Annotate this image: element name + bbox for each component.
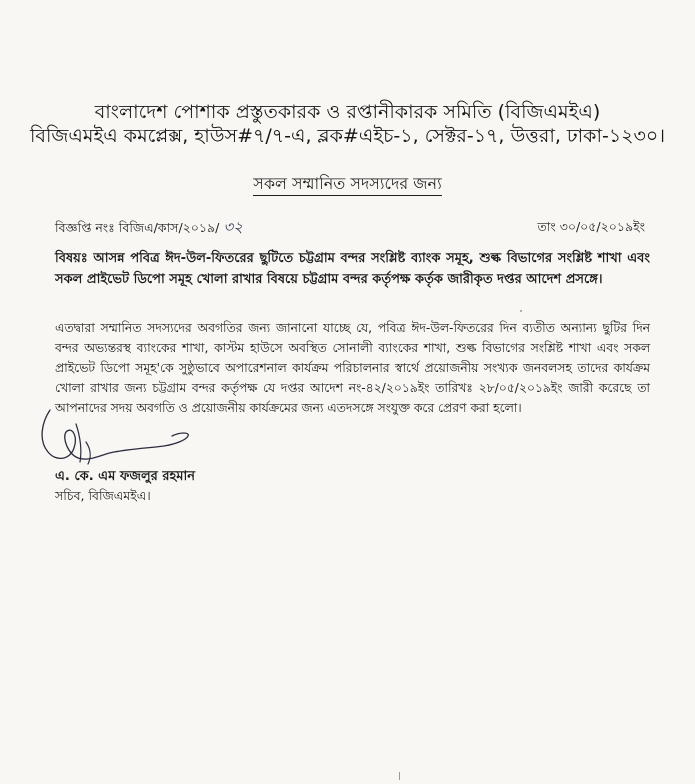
body-paragraph: এতদ্বারা সম্মানিত সদস্যদের অবগতির জন্য জানানো যাচ্ছে যে, পবিত্র ঈদ-উল-ফিতরের দিন ব্যতীত অন্যান্য ছুটির দিন বন্দর অভ্যন্তরস্থ ব্যাংকের শাখা, কাস্টম হাউসে অবস্থিত সোনালী ব্যাংকের শাখা, শুল্ক বিভাগের সংশ্লিষ্ট শাখা এবং সকল প্রাইভেট ডিপো সমূহ'কে সুষ্ঠুভাবে অপারেশনাল কার্যক্রম পরিচালনার স্বার্থে প্রয়োজনীয় সংখ্যক জনবলসহ তাদের কার্যক্রম খোলা রাখার জন্য চট্টগ্রাম বন্দর কর্তৃপক্ষ যে দপ্তর আদেশ নং-৪২/২০১৯ইং তারিখঃ ২৮/০৫/২০১৯ইং জারী করেছে তা আপনাদের সদয় অবগতি ও প্রয়োজনীয় কার্যক্রমের জন্য এতদসঙ্গে সংযুক্ত করে প্রেরণ করা হলো। bbox=[55, 321, 650, 415]
signatory-title: সচিব, বিজিএমইএ। bbox=[55, 488, 151, 503]
paper-speck bbox=[399, 772, 400, 780]
organization-address: বিজিএমইএ কমপ্লেক্স, হাউস#৭/৭-এ, ব্লক#এইচ-১, সেক্টর-১৭, উত্তরা, ঢাকা-১২৩০। bbox=[29, 125, 666, 147]
notice-number-label: বিজ্ঞপ্তি নংঃ বিজিএ/কাস/২০১৯/ bbox=[55, 220, 220, 235]
organization-name: বাংলাদেশ পোশাক প্রস্তুতকারক ও রপ্তানীকারক সমিতি (বিজিএমইএ) bbox=[94, 101, 601, 123]
paper-speck bbox=[520, 310, 522, 312]
audience-heading bbox=[0, 174, 695, 194]
notice-date: তাং ৩০/০৫/২০১৯ইং bbox=[537, 219, 645, 234]
audience-heading-text: সকল সম্মানিত সদস্যদের জন্য bbox=[253, 174, 442, 196]
notice-number bbox=[55, 219, 243, 236]
notice-number-handwritten: ৩২ bbox=[223, 218, 243, 236]
signatory-name: এ. কে. এম ফজলুর রহমান bbox=[55, 469, 196, 484]
subject-line: বিষয়ঃ আসন্ন পবিত্র ঈদ-উল-ফিতরের ছুটিতে চট্টগ্রাম বন্দর সংশ্লিষ্ট ব্যাংক সমূহ, শুল্ক বিভাগের সংশ্লিষ্ট শাখা এবং সকল প্রাইভেট ডিপো সমূহ খোলা রাখার বিষয়ে চট্টগ্রাম বন্দর কর্তৃপক্ষ কর্তৃক জারীকৃত দপ্তর আদেশ প্রসঙ্গে। bbox=[55, 251, 650, 287]
